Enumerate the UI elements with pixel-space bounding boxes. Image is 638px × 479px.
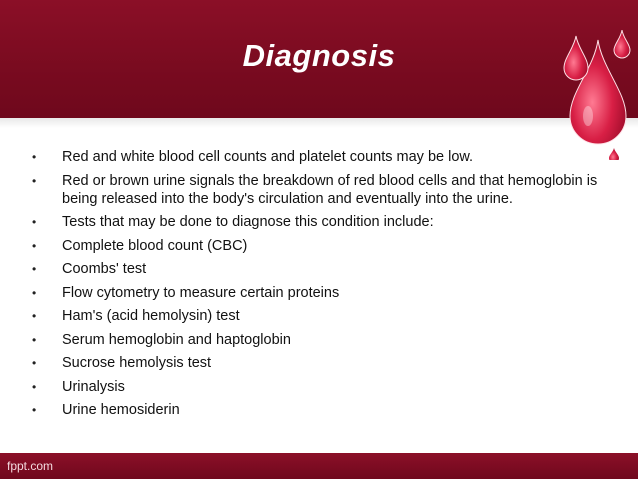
bullet-icon: • [32, 332, 37, 347]
bullet-icon: • [32, 403, 37, 417]
blood-drops-icon [518, 0, 638, 160]
list-item: • Flow cytometry to measure certain proteins [32, 284, 340, 301]
bullet-icon: • [32, 309, 37, 323]
bullet-icon: • [32, 238, 37, 253]
list-item: • Serum hemoglobin and haptoglobin [32, 331, 291, 348]
bullet-icon: • [32, 173, 37, 188]
list-item: • Red or brown urine signals the breakdown of red blood cells and that hemoglobin is being released into the body's circulation and eventually into the urine. [32, 172, 598, 207]
medium-drop-icon [564, 36, 588, 80]
bullet-icon: • [32, 215, 37, 229]
list-item: • Urine hemosiderin [32, 402, 180, 418]
slide-body [30, 148, 610, 425]
bullet-icon: • [32, 262, 37, 276]
bullet-list [30, 148, 610, 419]
list-item: • Urinalysis [32, 378, 125, 395]
list-item: • Tests that may be done to diagnose this condition include: [32, 214, 434, 230]
small-drop-icon [614, 30, 630, 58]
tiny-drop-icon [609, 148, 619, 160]
footer-bar [0, 453, 638, 479]
list-item: • Ham's (acid hemolysin) test [32, 308, 240, 324]
list-item: • Sucrose hemolysis test [32, 355, 212, 371]
list-item: • Red and white blood cell counts and platelet counts may be low. [32, 149, 474, 165]
footer-brand: fppt.com [7, 459, 54, 473]
slide-title: Diagnosis [242, 38, 396, 73]
bullet-icon: • [32, 150, 37, 164]
list-item: • Complete blood count (CBC) [32, 237, 248, 254]
list-item: • Coombs' test [32, 261, 147, 277]
bullet-icon: • [32, 379, 37, 394]
bullet-icon: • [32, 285, 37, 300]
bullet-icon: • [32, 356, 37, 370]
